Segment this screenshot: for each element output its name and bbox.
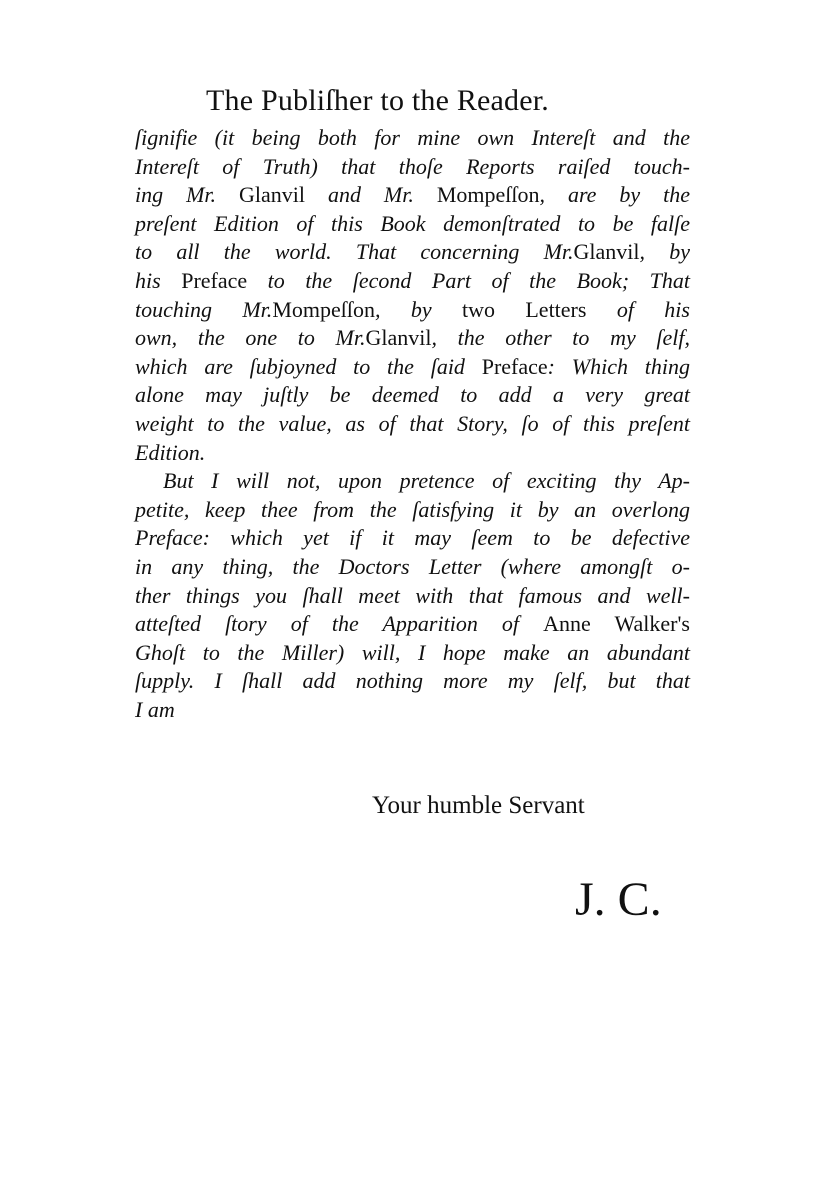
text-line: Ghoſt to the Miller) will, I hope make an abundant <box>135 639 690 665</box>
text-line: I am <box>135 696 175 722</box>
page-header: The Publiſher to the Reader. <box>206 84 550 117</box>
text-line: But I will not, upon pretence of exciting thy Ap- <box>163 468 690 494</box>
text-line: in any thing, the Doctors Letter (where amongſt o- <box>135 553 690 579</box>
text-line: alone may juſtly be deemed to add a very great <box>135 382 690 408</box>
text-line: his Preface to the ſecond Part of the Book; That <box>135 267 690 293</box>
text-line: Preface: which yet if it may ſeem to be defective <box>135 525 690 551</box>
text-line: atteſted ſtory of the Apparition of Anne Walker's <box>135 611 690 637</box>
signature-initials: J. C. <box>575 873 662 926</box>
text-line: ſupply. I ſhall add nothing more my ſelf, but that <box>135 668 690 694</box>
text-line: preſent Edition of this Book demonſtrated to be falſe <box>135 210 690 236</box>
text-line: weight to the value, as of that Story, ſo of this preſent <box>135 410 690 436</box>
text-line: ſignifie (it being both for mine own Intereſt and the <box>135 125 690 150</box>
text-line: which are ſubjoyned to the ſaid Preface: Which thing <box>135 353 690 379</box>
text-line: petite, keep thee from the ſatisfying it by an overlong <box>135 496 690 522</box>
text-line: touching Mr.Mompeſſon, by two Letters of his <box>135 296 690 322</box>
text-line: to all the world. That concerning Mr.Glanvil, by <box>135 239 691 265</box>
text-line: Intereſt of Truth) that thoſe Reports raiſed touch- <box>135 153 690 179</box>
text-line: ing Mr. Glanvil and Mr. Mompeſſon, are by the <box>135 182 691 208</box>
text-line: Edition. <box>135 439 206 465</box>
closing-salutation: Your humble Servant <box>372 792 585 819</box>
text-line: own, the one to Mr.Glanvil, the other to my ſelf, <box>135 325 690 351</box>
body-text <box>135 124 690 724</box>
text-line: ther things you ſhall meet with that famous and well- <box>135 582 690 608</box>
